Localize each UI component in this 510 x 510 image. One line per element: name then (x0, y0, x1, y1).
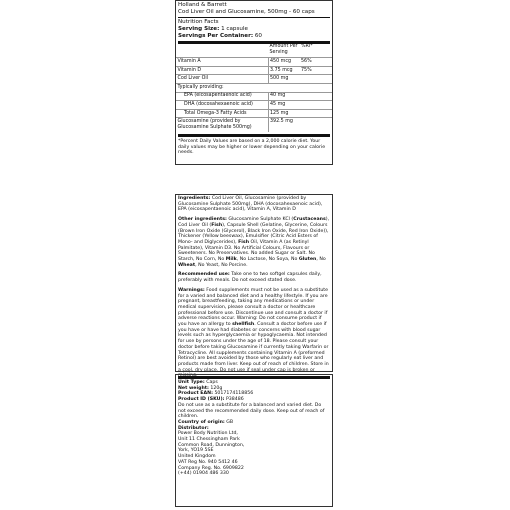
nutrient-dv (300, 101, 333, 110)
recommended-use (178, 272, 330, 283)
table-row (176, 92, 332, 101)
disclaimer: Do not use as a substitute for a balanced and varied diet. Do not exceed the recommended daily dose. Keep out of reach of children. (178, 402, 325, 420)
distributor-line: Common Road, Dunnington, (178, 442, 245, 448)
product-id-label: Product ID (SKU): (178, 397, 225, 403)
col-dv-header: %RI* (301, 44, 313, 50)
nutrient-amount: 45 mg (268, 101, 300, 110)
servings-per-container (178, 33, 330, 40)
other-ingredients-text: Oil, Vitamin A (as Retinyl Palmitate), Vitamin D3. No Artificial Colours, Flavours or Sweeteners. No Preservatives. No added Sugar or Salt. No Starch, No Corn, No (178, 239, 315, 263)
nutrient-name: Vitamin A (176, 58, 268, 67)
recommended-use-text: Take one to two softgel capsules daily, preferably with meals. Do not exceed stated dose. (178, 272, 322, 284)
unit-type-label: Unit Type: (178, 380, 205, 385)
allergen: Milk (225, 257, 237, 263)
table-row (176, 83, 332, 92)
product-ean-value: 5017174118856 (214, 391, 254, 397)
allergen: Wheat (178, 262, 196, 268)
col-amount-header: Amount Per Serving (269, 44, 298, 56)
brand-name: Holland & Barrett (178, 2, 227, 8)
nutrient-subheading: Typically providing: (176, 83, 332, 92)
allergen: Gluten (298, 257, 317, 263)
allergen: Fish (238, 239, 250, 245)
distributor-line: Company Reg. No. 6909822 (178, 465, 244, 471)
nutrient-amount: 500 mg (268, 75, 300, 84)
nutrient-name: Total Omega-3 Fatty Acids (176, 109, 268, 118)
origin-label: Country of origin: (178, 419, 225, 425)
nutrient-amount: 125 mg (268, 109, 300, 118)
other-ingredients (178, 217, 330, 268)
ingredients (178, 196, 330, 213)
nutrient-dv (300, 109, 333, 118)
table-row (176, 101, 332, 110)
divider (178, 17, 330, 18)
table-row (176, 58, 332, 67)
distributor-line: Power Body Nutrition Ltd, (178, 431, 238, 437)
distributor-line: (+44) 01904 486 330 (178, 471, 229, 477)
table-row (176, 118, 332, 132)
recommended-use-label: Recommended use: (178, 272, 230, 278)
allergen: Crustaceans (293, 217, 326, 223)
product-name: Cod Liver Oil and Glucosamine, 500mg - 60 caps (178, 9, 315, 15)
distributor-label: Distributor: (178, 425, 209, 431)
other-ingredients-text: ), Capsule Shell (Gelatine, Glycerine, Colours (Brown Iron Oxide (Glycerol), Black Iron Oxide, Red Iron Oxide)), Thickener (Yellow beeswax), Emulsifier (Citric Acid Esters of Mono- and Diglycerides), (178, 222, 329, 245)
nutrient-amount: 450 mcg (268, 58, 300, 67)
nutrient-name: Glucosamine (provided by Glucosamine Sulphate 500mg) (176, 118, 268, 132)
other-ingredients-text: , No Yeast, No Porcine. (195, 262, 248, 268)
distributor-line: United Kingdom (178, 454, 216, 460)
table-row (176, 66, 332, 75)
unit-type-value: Caps (206, 380, 218, 385)
nutrient-amount: 40 mg (268, 92, 300, 101)
other-ingredients-text: , No (316, 257, 326, 263)
warnings-label: Warnings: (178, 287, 205, 293)
nutrition-table (176, 44, 332, 132)
nutrient-dv: 75% (300, 66, 333, 75)
warnings (178, 288, 330, 379)
nutrient-name: EPA (eicosapentaenoic acid) (176, 92, 268, 101)
nutrient-amount: 3.75 mcg (268, 66, 300, 75)
other-ingredients-text: ), Cod Liver Oil ( (178, 217, 330, 228)
serving-size-label: Serving Size: (178, 25, 220, 32)
nutrient-dv (300, 75, 333, 84)
allergen: shellfish (232, 322, 255, 328)
other-ingredients-text: Glucosamine Sulphate KCl ( (228, 217, 294, 223)
product-ean-label: Product EAN: (178, 391, 213, 397)
other-ingredients-label: Other ingredients: (178, 217, 227, 223)
nutrient-dv: 56% (300, 58, 333, 67)
warnings-text: Food supplements must not be used as a substitute for a varied and balanced diet and a healthy lifestyle. If you are pregnant, breastfeeding, taking any medications or under medical supervision, please consult a doctor or healthcare professional before use. Discontinue use and consult a doctor if adverse reactions occur. Warning: Do not consume product if you have an allergy to (178, 287, 329, 328)
table-row (176, 75, 332, 84)
nutrient-amount: 392.5 mg (268, 118, 300, 132)
nutrient-name: Cod Liver Oil (176, 75, 268, 84)
nutrition-facts-panel (175, 0, 333, 165)
daily-value-footnote: *Percent Daily Values are based on a 2,000 calorie diet. Your daily values may be higher or lower depending on your calorie needs. (178, 138, 326, 156)
product-info-panel (175, 374, 333, 507)
origin-value: GB (226, 419, 234, 425)
distributor-line: York, YO19 5SE (178, 448, 214, 454)
nutrition-title: Nutrition Facts (178, 18, 219, 25)
net-weight-value: 120g (210, 385, 223, 391)
nutrient-name: DHA (docosahexaenoic acid) (176, 101, 268, 110)
product-id-value: P38486 (225, 397, 244, 403)
nutrient-dv (300, 118, 333, 132)
ingredients-text: Cod Liver Oil, Glucosamine (provided by Glucosamine Sulphate 500mg), DHA (docosahexaenoic acid), EPA (eicosapentaenoic acid), Vitamin A, Vitamin D (178, 196, 323, 213)
table-header-row (176, 44, 332, 58)
warnings-text: . Consult a doctor before use if you have or have had diabetes or concerns with blood sugar levels such as hyperglycaemia or hypoglycaemia. Not intended for use by persons under the age of 18. Please consult your doctor before taking Glucosamine if currently taking Warfarin or Tetracycline. All supplements containing Vitamin A (preformed Retinol) are best avoided by those who regularly eat liver and products made from liver. Keep out of reach of children. Store in a cool, dry place. Do not use if seal under cap is broken or (178, 322, 329, 373)
ingredients-panel (175, 194, 333, 372)
allergen: Fish (211, 222, 223, 228)
serving-size-value: 1 capsule (221, 25, 248, 32)
servings-label: Servings Per Container: (178, 32, 254, 39)
nutrient-dv (300, 92, 333, 101)
serving-size (178, 26, 330, 33)
ingredients-label: Ingredients: (178, 196, 211, 201)
distributor-line: Unit 11 Chessingham Park (178, 437, 240, 443)
distributor-line: VAT Reg No. 940 5412 46 (178, 459, 238, 465)
nutrient-name: Vitamin D (176, 66, 268, 75)
table-row (176, 109, 332, 118)
servings-value: 60 (254, 32, 262, 39)
divider-thick (178, 376, 330, 379)
other-ingredients-text: , No Lactose, No Soya, No (236, 257, 299, 263)
net-weight-label: Net weight: (178, 385, 209, 391)
